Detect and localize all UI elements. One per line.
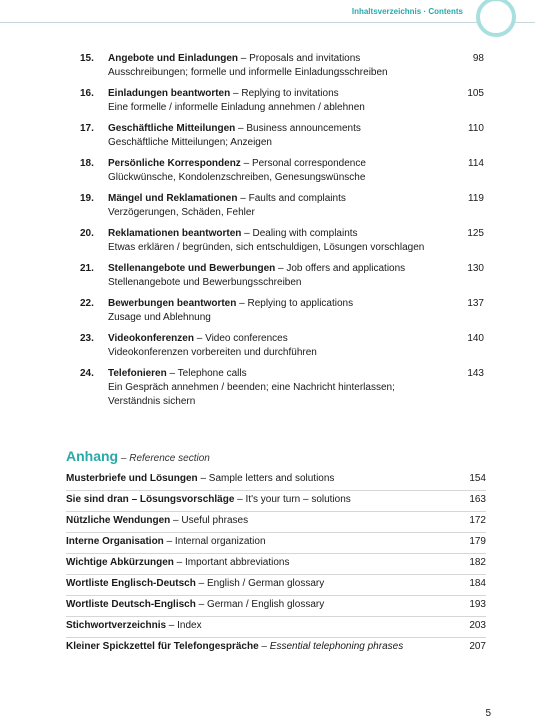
- reference-entry[interactable]: [66, 577, 486, 596]
- page-number: 207: [469, 641, 486, 652]
- chapter-subtitle: Zusage und Ablehnung: [108, 312, 211, 323]
- chapter-subtitle-line2: Verständnis sichern: [108, 396, 196, 407]
- page-number: 154: [469, 473, 486, 484]
- reference-english: – Important abbreviations: [173, 557, 290, 568]
- separator: –: [240, 158, 252, 169]
- entry-body: [108, 262, 463, 290]
- footer-page-number: 5: [485, 708, 491, 719]
- separator: –: [275, 263, 287, 274]
- separator: –: [193, 333, 206, 344]
- entry-body: [108, 157, 463, 185]
- entry-body: [108, 192, 463, 220]
- separator: –: [230, 88, 242, 99]
- chapter-subtitle: Geschäftliche Mitteilungen; Anzeigen: [108, 137, 272, 148]
- chapter-number: 17.: [80, 123, 94, 134]
- chapter-number: 15.: [80, 53, 94, 64]
- separator: –: [236, 298, 248, 309]
- reference-english: – Index: [166, 620, 202, 631]
- entry-body: [108, 367, 463, 409]
- page-number: 179: [469, 536, 486, 547]
- reference-entry[interactable]: [66, 556, 486, 575]
- chapter-english: Dealing with complaints: [252, 228, 358, 239]
- header-title: Inhaltsverzeichnis · Contents: [351, 7, 463, 16]
- reference-title: Wortliste Englisch-Deutsch: [66, 578, 196, 589]
- reference-title: Wortliste Deutsch-Englisch: [66, 599, 196, 610]
- entry-body: [108, 297, 463, 325]
- appendix-subtitle: – Reference section: [118, 453, 210, 464]
- chapter-english: Job offers and applications: [286, 263, 406, 274]
- reference-english: – Internal organization: [163, 536, 266, 547]
- page-number: 137: [467, 298, 484, 309]
- entry-body: [108, 52, 463, 80]
- chapter-subtitle: Videokonferenzen vorbereiten und durchführen: [108, 347, 317, 358]
- chapter-title: Persönliche Korrespondenz: [108, 158, 241, 169]
- chapter-title: Videokonferenzen: [108, 333, 194, 344]
- page-number: 184: [469, 578, 486, 589]
- reference-entry[interactable]: [66, 535, 486, 554]
- page-number: 119: [468, 193, 484, 204]
- entry-body: [108, 87, 463, 115]
- chapter-number: 19.: [80, 193, 94, 204]
- reference-title: Musterbriefe und Lösungen: [66, 473, 198, 484]
- decorative-circle: [476, 0, 516, 37]
- separator: –: [238, 53, 250, 64]
- chapter-title: Stellenangebote und Bewerbungen: [108, 263, 276, 274]
- page-number: 98: [472, 53, 484, 64]
- page-header: [0, 0, 535, 23]
- page-number: 140: [467, 333, 484, 344]
- chapter-title: Telefonieren: [108, 368, 167, 379]
- chapter-number: 22.: [80, 298, 94, 309]
- separator: –: [237, 193, 249, 204]
- reference-english: – It's your turn – solutions: [234, 494, 351, 505]
- reference-title: Nützliche Wendungen: [66, 515, 171, 526]
- separator: –: [241, 228, 253, 239]
- separator: –: [235, 123, 247, 134]
- page-number: 125: [467, 228, 484, 239]
- chapter-subtitle: Eine formelle / informelle Einladung annehmen / ablehnen: [108, 102, 365, 113]
- chapter-number: 20.: [80, 228, 94, 239]
- chapter-english: Business announcements: [246, 123, 361, 134]
- chapter-english: Replying to applications: [247, 298, 354, 309]
- reference-title: Kleiner Spickzettel für Telefongespräche: [66, 641, 259, 652]
- chapter-number: 21.: [80, 263, 94, 274]
- entry-body: [108, 122, 463, 150]
- page-number: 193: [469, 599, 486, 610]
- chapter-english: Faults and complaints: [248, 193, 346, 204]
- chapter-title: Einladungen beantworten: [108, 88, 231, 99]
- chapter-number: 24.: [80, 368, 94, 379]
- page-number: 182: [469, 557, 486, 568]
- reference-entry[interactable]: [66, 493, 486, 512]
- page-number: 172: [469, 515, 486, 526]
- reference-english: – Essential telephoning phrases: [258, 641, 404, 652]
- chapter-subtitle: Etwas erklären / begründen, sich entschuldigen, Lösungen vorschlagen: [108, 242, 425, 253]
- reference-entry[interactable]: [66, 472, 486, 491]
- chapter-english: Replying to invitations: [241, 88, 339, 99]
- chapter-title: Geschäftliche Mitteilungen: [108, 123, 236, 134]
- chapter-title: Angebote und Einladungen: [108, 53, 238, 64]
- reference-english: – Useful phrases: [170, 515, 249, 526]
- reference-title: Wichtige Abkürzungen: [66, 557, 174, 568]
- chapter-number: 18.: [80, 158, 94, 169]
- page-number: 203: [469, 620, 486, 631]
- chapter-title: Mängel und Reklamationen: [108, 193, 238, 204]
- entry-body: [108, 332, 463, 360]
- chapter-english: Proposals and invitations: [249, 53, 361, 64]
- reference-english: – English / German glossary: [195, 578, 325, 589]
- appendix-title: Anhang: [66, 448, 119, 464]
- page-number: 105: [467, 88, 484, 99]
- reference-entry[interactable]: [66, 598, 486, 617]
- chapter-english: Video conferences: [205, 333, 288, 344]
- chapter-english: Personal correspondence: [251, 158, 366, 169]
- page-number: 130: [467, 263, 484, 274]
- reference-english: – German / English glossary: [195, 599, 325, 610]
- chapter-title: Bewerbungen beantworten: [108, 298, 237, 309]
- reference-entry[interactable]: [66, 619, 486, 638]
- reference-entry[interactable]: [66, 514, 486, 533]
- chapter-number: 23.: [80, 333, 94, 344]
- chapter-title: Reklamationen beantworten: [108, 228, 242, 239]
- appendix-heading: [66, 448, 210, 466]
- reference-title: Stichwortverzeichnis: [66, 620, 167, 631]
- page-number: 110: [468, 123, 484, 134]
- chapter-subtitle: Stellenangebote und Bewerbungsschreiben: [108, 277, 302, 288]
- separator: –: [166, 368, 178, 379]
- chapter-subtitle: Ein Gespräch annehmen / beenden; eine Nachricht hinterlassen;: [108, 382, 395, 393]
- chapter-subtitle: Ausschreibungen; formelle und informelle Einladungsschreiben: [108, 67, 388, 78]
- chapter-english: Telephone calls: [177, 368, 247, 379]
- reference-title: Sie sind dran – Lösungsvorschläge: [66, 494, 235, 505]
- reference-english: – Sample letters and solutions: [197, 473, 335, 484]
- entry-body: [108, 227, 463, 255]
- page-number: 143: [467, 368, 484, 379]
- reference-entry[interactable]: [66, 640, 486, 658]
- chapter-subtitle: Glückwünsche, Kondolenzschreiben, Genesungswünsche: [108, 172, 366, 183]
- page-number: 114: [468, 158, 484, 169]
- chapter-number: 16.: [80, 88, 94, 99]
- page-number: 163: [469, 494, 486, 505]
- reference-title: Interne Organisation: [66, 536, 164, 547]
- chapter-subtitle: Verzögerungen, Schäden, Fehler: [108, 207, 255, 218]
